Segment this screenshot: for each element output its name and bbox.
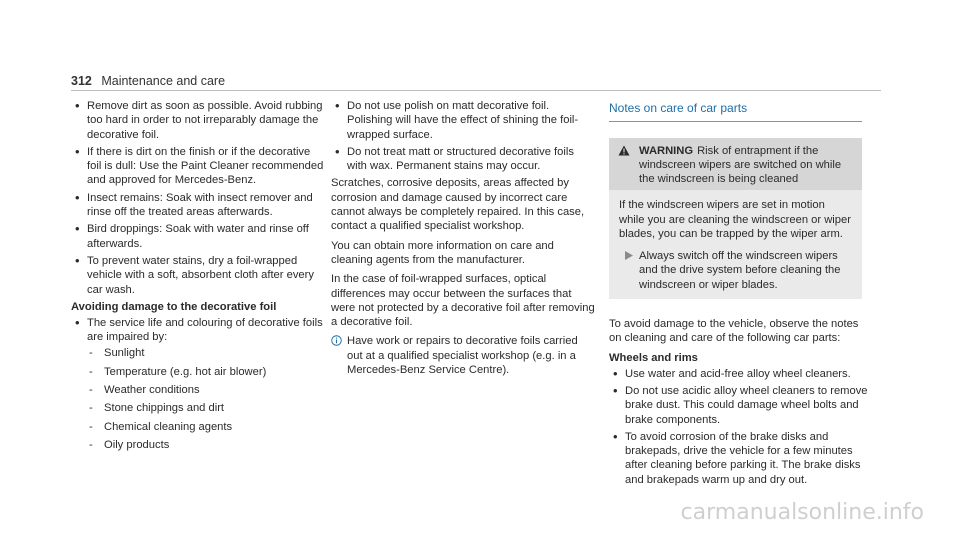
wheels-heading: Wheels and rims	[609, 351, 698, 364]
impair-text: The service life and colouring of decorative foils are impaired by:	[87, 316, 323, 344]
factor-item: - Weather conditions	[71, 383, 326, 397]
factor-item: - Stone chippings and dirt	[71, 401, 326, 415]
factor-item: - Chemical cleaning agents	[71, 420, 326, 434]
paragraph: In the case of foil-wrapped surfaces, optical differences may occur between the surfaces that were not protected by a decorative foil after removing a decorative foil.	[331, 273, 595, 329]
info-note-text: Have work or repairs to decorative foils carried out at a qualified specialist workshop (e.g. in a Mercedes-Benz Service Centre).	[347, 335, 578, 377]
intro-paragraph: To avoid damage to the vehicle, observe the notes on cleaning and care of the following car parts:	[609, 318, 859, 345]
warning-step	[619, 249, 852, 292]
page-header	[71, 74, 225, 88]
header-divider	[71, 90, 881, 91]
list-item: • Do not use acidic alloy wheel cleaners to remove brake dust. This could damage wheel bolts and brake components.	[609, 384, 871, 427]
column-2	[331, 99, 596, 377]
section-name: Maintenance and care	[101, 74, 226, 88]
info-note	[331, 334, 596, 377]
watermark: carmanualsonline.info	[680, 500, 924, 525]
warning-step-text: Always switch off the windscreen wipers and the drive system before cleaning the windscreen or wiper blades.	[639, 250, 841, 291]
list-item: • Remove dirt as soon as possible. Avoid rubbing too hard in order to not irreparably damage the decorative foil.	[71, 99, 326, 142]
warning-header	[609, 138, 862, 190]
avoid-damage-heading: Avoiding damage to the decorative foil	[71, 300, 277, 313]
list-item: • To avoid corrosion of the brake disks and brakepads, drive the vehicle for a few minutes after cleaning before parking it. The brake disks and brakepads warm up and dry out.	[609, 430, 871, 487]
paragraph: You can obtain more information on care and cleaning agents from the manufacturer.	[331, 239, 554, 266]
page-number: 312	[71, 74, 92, 88]
list-item: • Do not use polish on matt decorative foil. Polishing will have the effect of shining the foil-wrapped surface.	[331, 99, 596, 142]
list-item: • Bird droppings: Soak with water and rinse off afterwards.	[71, 222, 326, 251]
warning-body	[609, 190, 862, 299]
step-arrow-icon	[625, 251, 633, 260]
factor-item: - Temperature (e.g. hot air blower)	[71, 365, 326, 379]
list-item	[71, 316, 326, 452]
wheels-bullet-list	[609, 367, 871, 487]
paragraph: Scratches, corrosive deposits, areas affected by corrosion and damage caused by incorrect care cannot always be completely repaired. In this case, contact a qualified specialist workshop.	[331, 177, 585, 233]
list-item: • Insect remains: Soak with insect remover and rinse off the treated areas afterwards.	[71, 191, 326, 220]
warning-title: Risk of entrapment if the windscreen wipers are switched on while the windscreen is being cleaned	[639, 145, 842, 186]
warning-triangle-icon	[618, 145, 630, 156]
warning-box	[609, 138, 862, 299]
avoid-damage-list	[71, 316, 326, 452]
factor-item: - Oily products	[71, 438, 326, 452]
list-item: • To prevent water stains, dry a foil-wrapped vehicle with a soft, absorbent cloth after every car wash.	[71, 254, 326, 297]
list-item: • Use water and acid-free alloy wheel cleaners.	[609, 367, 871, 381]
info-icon	[331, 335, 342, 346]
care-bullet-list	[71, 99, 326, 297]
column-1	[71, 99, 326, 456]
section-title: Notes on care of car parts	[609, 101, 862, 122]
warning-label: WARNING	[639, 145, 694, 158]
list-item: • If there is dirt on the finish or if the decorative foil is dull: Use the Paint Cleaner recommended and approved for Mercedes-Benz.	[71, 145, 326, 188]
warning-text: If the windscreen wipers are set in motion while you are cleaning the windscreen or wiper blades, you can be trapped by the wiper arm.	[619, 199, 851, 240]
column-3	[609, 99, 871, 490]
factor-list	[71, 346, 326, 452]
list-item: • Do not treat matt or structured decorative foils with wax. Permanent stains may occur.	[331, 145, 596, 174]
factor-item: - Sunlight	[71, 346, 326, 360]
foil-bullet-list	[331, 99, 596, 173]
